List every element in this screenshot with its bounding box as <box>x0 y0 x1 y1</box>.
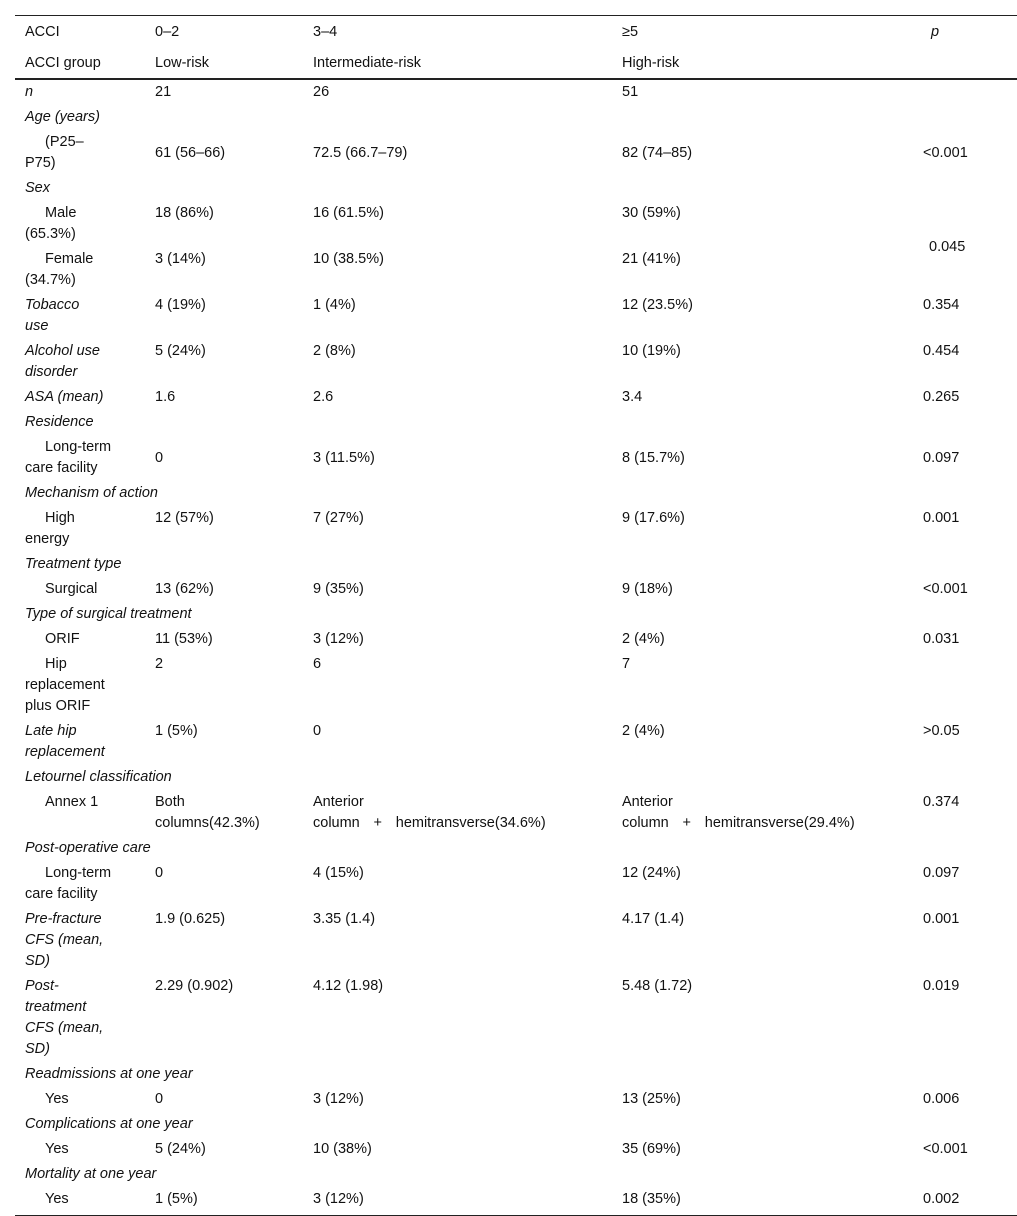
section-label: Mechanism of action <box>25 485 158 501</box>
row-label: Tobacco use <box>25 297 80 334</box>
row-label: High energy <box>25 510 75 547</box>
cell-high: Anterior column + hemitransverse(29.4%) <box>622 794 855 831</box>
section-row-complications <box>15 1112 1017 1137</box>
section-row-postop <box>15 836 1017 861</box>
section-label: Sex <box>25 180 50 196</box>
cell-p: 0.031 <box>923 631 960 647</box>
cell-intermediate: 3 (11.5%) <box>313 449 375 466</box>
row-label: ORIF <box>45 631 80 647</box>
cell-high: 12 (24%) <box>622 865 681 881</box>
section-row-age <box>15 105 1017 130</box>
cell-high: 5.48 (1.72) <box>622 978 693 994</box>
cell-intermediate: 6 <box>313 656 322 672</box>
cell-p <box>921 79 1017 105</box>
table-row-female <box>15 247 1017 293</box>
section-row-treatment <box>15 552 1017 577</box>
cell-low: 1.6 <box>155 389 176 405</box>
cell-high: 21 (41%) <box>622 251 681 267</box>
cell-intermediate: 10 (38.5%) <box>313 251 384 267</box>
cell-intermediate: 4.12 (1.98) <box>313 978 384 994</box>
cell-p: 0.354 <box>923 297 960 313</box>
row-label: (P25– P75) <box>25 134 84 171</box>
row-label: Yes <box>45 1141 69 1157</box>
cell-low: 0 <box>155 449 164 466</box>
table-row-n <box>15 79 1017 105</box>
section-label: Type of surgical treatment <box>25 606 192 622</box>
cell-intermediate: 1 (4%) <box>313 297 356 313</box>
section-label: Post-operative care <box>25 840 151 856</box>
section-row-mechanism <box>15 481 1017 506</box>
cell-p: 0.097 <box>923 449 960 466</box>
cell-p: <0.001 <box>923 1141 968 1157</box>
header-cell <box>921 48 1017 79</box>
cell-low: 2 <box>155 656 164 672</box>
cell-intermediate: 16 (61.5%) <box>313 205 384 221</box>
row-label: Late hip replacement <box>25 723 105 760</box>
row-label: Yes <box>15 1187 145 1216</box>
cell-intermediate: 3 (12%) <box>313 631 364 647</box>
header-cell: Intermediate-risk <box>303 48 612 79</box>
cell-high: 2 (4%) <box>622 631 665 647</box>
cell-intermediate: 0 <box>313 723 322 739</box>
cell-high: 3.4 <box>622 389 643 405</box>
cell-p: <0.001 <box>923 144 968 161</box>
row-label: n <box>25 84 34 100</box>
table-row-prefracture <box>15 907 1017 974</box>
section-label: Readmissions at one year <box>25 1066 193 1082</box>
cell-low: 1.9 (0.625) <box>155 911 226 927</box>
cell-low: 3 (14%) <box>155 251 206 267</box>
table-row-tobacco <box>15 293 1017 339</box>
table-row-mechanism <box>15 506 1017 552</box>
row-label: Female (34.7%) <box>25 251 94 288</box>
cell-low: 21 <box>155 84 172 100</box>
table-row-asa <box>15 385 1017 410</box>
section-label: Complications at one year <box>25 1116 193 1132</box>
table-row-alcohol <box>15 339 1017 385</box>
cell-low: 4 (19%) <box>155 297 206 313</box>
section-row-sex <box>15 176 1017 201</box>
cell-high: 35 (69%) <box>622 1141 681 1157</box>
table-row-age <box>15 130 1017 176</box>
cell-low: 11 (53%) <box>155 631 213 647</box>
table-row-postop <box>15 861 1017 907</box>
header-row-acci <box>15 16 1017 49</box>
cell-high: 13 (25%) <box>622 1091 681 1107</box>
cell-intermediate: 3.35 (1.4) <box>313 911 376 927</box>
cell-low: 61 (56–66) <box>155 144 226 161</box>
cell-p: 0.265 <box>923 389 960 405</box>
row-label: Long-term care facility <box>25 865 112 902</box>
header-cell: ACCI <box>15 16 145 49</box>
table-row-annex <box>15 790 1017 836</box>
row-label: Alcohol use disorder <box>25 343 100 380</box>
table-row-orif <box>15 627 1017 652</box>
cell-p: 0.097 <box>923 865 960 881</box>
row-label: Hip replacement plus ORIF <box>25 656 105 714</box>
header-cell: ACCI group <box>15 48 145 79</box>
cell-low: 18 (86%) <box>155 205 214 221</box>
cell-low: 13 (62%) <box>155 581 214 597</box>
cell-high: 10 (19%) <box>622 343 681 359</box>
table-row-late-hip <box>15 719 1017 765</box>
section-row-mortality <box>15 1162 1017 1187</box>
cell-low: 1 (5%) <box>145 1187 303 1216</box>
cell-low: 12 (57%) <box>155 510 214 526</box>
cell-high: 8 (15.7%) <box>622 449 685 466</box>
cell-low: 0 <box>155 865 164 881</box>
cell-low: 5 (24%) <box>155 1141 206 1157</box>
cell-high: 2 (4%) <box>622 723 665 739</box>
cell-low: 5 (24%) <box>155 343 206 359</box>
cell-p: 0.019 <box>923 978 960 994</box>
cell-high: 4.17 (1.4) <box>622 911 685 927</box>
section-label: Residence <box>25 414 94 430</box>
row-label: Male (65.3%) <box>25 205 77 242</box>
header-cell: 3–4 <box>303 16 612 49</box>
cell-low: Both columns(42.3%) <box>155 794 260 831</box>
cell-intermediate: 4 (15%) <box>313 865 364 881</box>
section-label: Age (years) <box>25 109 100 125</box>
section-label: Mortality at one year <box>25 1166 157 1182</box>
cell-high: 18 (35%) <box>612 1187 921 1216</box>
section-label: Treatment type <box>25 556 122 572</box>
row-label: Yes <box>45 1091 69 1107</box>
cell-low: 2.29 (0.902) <box>155 978 234 994</box>
cell-high: 9 (17.6%) <box>622 510 685 526</box>
cell-p: >0.05 <box>923 723 960 739</box>
table-row-complications <box>15 1137 1017 1162</box>
acci-comparison-table <box>15 15 1017 1216</box>
header-cell: High-risk <box>612 48 921 79</box>
table-row-mortality <box>15 1187 1017 1216</box>
cell-intermediate: 72.5 (66.7–79) <box>313 144 408 161</box>
header-cell: 0–2 <box>145 16 303 49</box>
cell-high: 12 (23.5%) <box>622 297 693 313</box>
table-row-readmissions <box>15 1087 1017 1112</box>
cell-p: 0.001 <box>923 911 960 927</box>
cell-low: 0 <box>155 1091 164 1107</box>
header-row-group <box>15 48 1017 79</box>
cell-intermediate: Anterior column + hemitransverse(34.6%) <box>313 794 546 831</box>
cell-low: 1 (5%) <box>155 723 198 739</box>
cell-intermediate: 7 (27%) <box>313 510 364 526</box>
table-row-treatment <box>15 577 1017 602</box>
section-row-readmissions <box>15 1062 1017 1087</box>
cell-intermediate: 3 (12%) <box>303 1187 612 1216</box>
cell-p: 0.002 <box>921 1187 1017 1216</box>
cell-p: 0.045 <box>929 238 966 255</box>
row-label: Post- treatment CFS (mean, SD) <box>25 978 104 1057</box>
cell-high: 51 <box>622 84 639 100</box>
table-row-hip <box>15 652 1017 719</box>
section-row-letournel <box>15 765 1017 790</box>
section-row-residence <box>15 410 1017 435</box>
section-row-surgical <box>15 602 1017 627</box>
row-label: Long-term care facility <box>25 439 112 476</box>
cell-p: 0.374 <box>923 794 960 810</box>
cell-p: 0.006 <box>923 1091 960 1107</box>
row-label: Surgical <box>45 581 98 597</box>
cell-intermediate: 2 (8%) <box>313 343 356 359</box>
row-label: Pre-fracture CFS (mean, SD) <box>25 911 104 969</box>
cell-intermediate: 3 (12%) <box>313 1091 364 1107</box>
cell-intermediate: 2.6 <box>313 389 334 405</box>
cell-p <box>921 652 1017 719</box>
section-label: Letournel classification <box>25 769 172 785</box>
cell-high: 30 (59%) <box>622 205 681 221</box>
table-row-male <box>15 201 1017 247</box>
cell-high: 82 (74–85) <box>622 144 693 161</box>
cell-p: 0.001 <box>923 510 960 526</box>
row-label: ASA (mean) <box>25 389 104 405</box>
table-row-residence <box>15 435 1017 481</box>
header-cell: Low-risk <box>145 48 303 79</box>
row-label: Annex 1 <box>45 794 99 810</box>
cell-high: 7 <box>622 656 631 672</box>
table-row-posttreatment <box>15 974 1017 1062</box>
cell-intermediate: 26 <box>313 84 330 100</box>
cell-p: <0.001 <box>923 581 968 597</box>
cell-p: 0.454 <box>923 343 960 359</box>
header-cell: ≥5 <box>612 16 921 49</box>
header-cell-p: p <box>921 16 1017 49</box>
cell-intermediate: 9 (35%) <box>313 581 364 597</box>
cell-intermediate: 10 (38%) <box>313 1141 372 1157</box>
cell-high: 9 (18%) <box>622 581 673 597</box>
